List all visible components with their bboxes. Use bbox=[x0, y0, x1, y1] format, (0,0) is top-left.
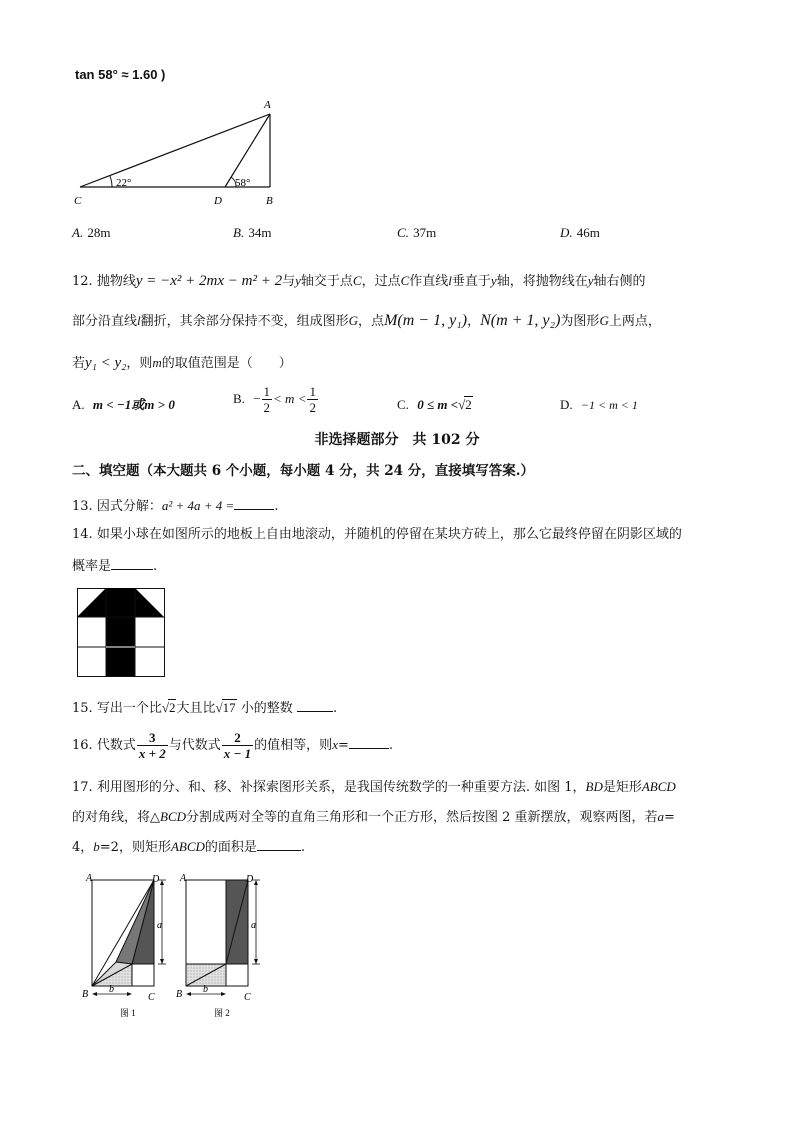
fig2-label-d: D bbox=[246, 874, 254, 885]
fig2-square bbox=[226, 964, 248, 986]
q12-line-2: 部分沿直线l翻折，其余部分保持不变，组成图形G，点M(m − 1, y₁)，N(m + 1, y₂)为图形G上两点， bbox=[72, 312, 661, 329]
tan-58-note: tan 58° ≈ 1.60 ) bbox=[75, 67, 166, 82]
q11-option-a: A. 28m bbox=[72, 225, 111, 240]
q16-line: 16. 代数式 $\frac{3}{x + 2}$ 与代数式 $\frac{2}{x - 1}$ 的值相等，则x= . bbox=[72, 730, 394, 761]
q14-floor-tile-figure bbox=[77, 588, 165, 678]
q11-option-c: C. 37m bbox=[397, 225, 437, 240]
fig1-label-side-b: b bbox=[109, 984, 114, 995]
q13-answer-blank[interactable] bbox=[234, 496, 274, 510]
fig2-caption: 图 2 bbox=[214, 1008, 230, 1018]
q16-answer-blank[interactable] bbox=[349, 735, 389, 749]
fig2-label-side-b: b bbox=[203, 984, 208, 995]
fig1-square bbox=[132, 964, 154, 986]
point-a-label: A bbox=[264, 99, 271, 111]
q17-line-3: 4，b=2，则矩形ABCD的面积是 . bbox=[72, 839, 306, 855]
fig2-label-side-a: a bbox=[251, 920, 256, 931]
q11-option-d: D. 46m bbox=[560, 225, 600, 240]
q14-answer-blank[interactable] bbox=[111, 556, 153, 570]
section-part2-title: 二、填空题（本大题共 6 个小题，每小题 4 分，共 24 分，直接填写答案.） bbox=[72, 463, 534, 479]
angle-d-label: 58° bbox=[235, 177, 251, 189]
q17-line-1: 17. 利用图形的分、和、移、补探索图形关系，是我国传统数学的一种重要方法. 如图 1，BD是矩形ABCD bbox=[72, 779, 676, 795]
fig1-label-side-a: a bbox=[157, 920, 162, 931]
figure-1 bbox=[82, 873, 166, 1018]
angle-c-label: 22° bbox=[116, 177, 132, 189]
fig2-label-a: A bbox=[180, 873, 187, 884]
point-d-label: D bbox=[214, 195, 222, 207]
q12-line-1: 12. 抛物线y = −x² + 2mx − m² + 2与y轴交于点C，过点C作直线l垂直于y轴，将抛物线在y轴右侧的 bbox=[72, 273, 646, 289]
q13-line: 13. 因式分解：a² + 4a + 4 = . bbox=[72, 498, 279, 514]
q12-option-b: B. − $\frac{1}{2}$ < m < $\frac{1}{2}$ bbox=[233, 384, 316, 415]
q12-option-a: A. m < −1或m > 0 bbox=[72, 397, 175, 412]
q12-line-3: 若y₁ < y₂，则m的取值范围是（ ） bbox=[72, 355, 292, 371]
fig1-label-a: A bbox=[86, 873, 93, 884]
q11-option-b: B. 34m bbox=[233, 225, 272, 240]
point-c-label: C bbox=[74, 195, 82, 207]
q14-line-2: 概率是 . bbox=[72, 556, 157, 576]
q12-option-d: D. −1 < m < 1 bbox=[560, 397, 638, 412]
section-header-nonchoice: 非选择题部分 共 102 分 bbox=[314, 432, 480, 448]
figure-2 bbox=[176, 873, 260, 1018]
point-b-label: B bbox=[266, 195, 273, 207]
q11-triangle-figure bbox=[68, 96, 288, 212]
fig1-caption: 图 1 bbox=[120, 1008, 136, 1018]
fig2-label-b: B bbox=[176, 989, 183, 1000]
q15-line: 15. 写出一个比√2大且比√17 小的整数 . bbox=[72, 700, 338, 716]
q17-line-2: 的对角线，将△BCD分割成两对全等的直角三角形和一个正方形，然后按图 2 重新摆放，观察两图，若a= bbox=[72, 809, 675, 825]
q15-answer-blank[interactable] bbox=[297, 698, 333, 712]
fig1-label-c: C bbox=[148, 992, 155, 1003]
fig2-label-c: C bbox=[244, 992, 251, 1003]
fig1-label-d: D bbox=[152, 874, 160, 885]
q14-line-1: 14. 如果小球在如图所示的地板上自由地滚动，并随机的停留在某块方砖上，那么它最终停留在阴影区域的 bbox=[72, 527, 682, 542]
fig1-label-b: B bbox=[82, 989, 89, 1000]
angle-c-arc bbox=[110, 176, 112, 187]
q12-option-c: C. 0 ≤ m <√2 bbox=[397, 397, 472, 412]
q17-figures bbox=[82, 868, 282, 1020]
q17-answer-blank[interactable] bbox=[257, 837, 301, 851]
